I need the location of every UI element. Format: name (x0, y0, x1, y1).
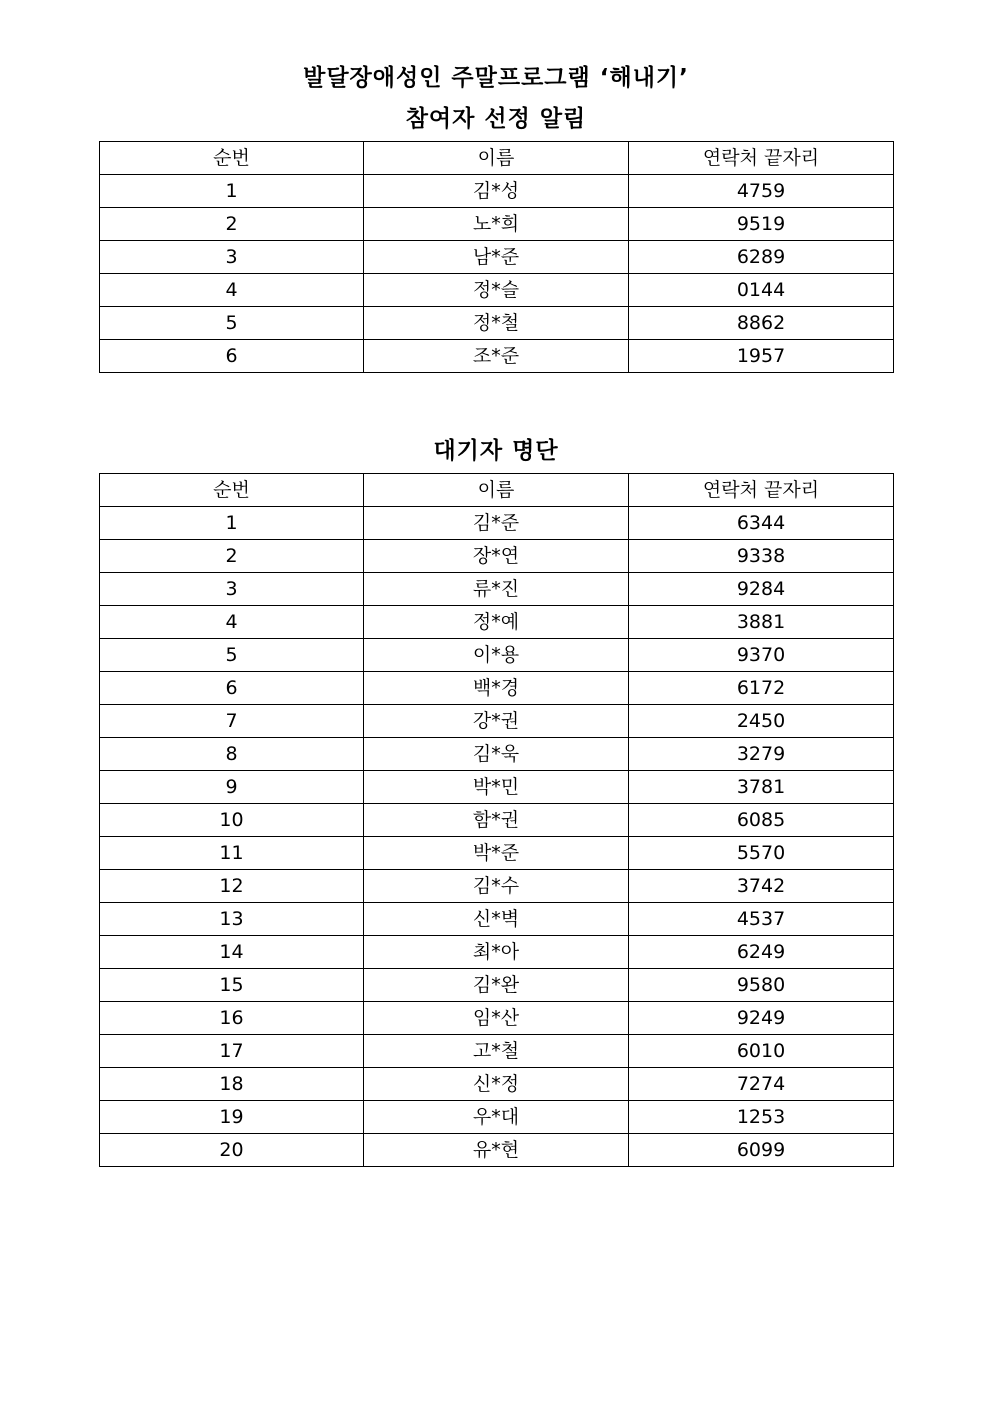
participant-name: 류*진 (364, 573, 629, 606)
participant-name: 유*현 (364, 1134, 629, 1167)
row-number: 2 (100, 540, 364, 573)
row-number: 2 (100, 208, 364, 241)
document-title: 발달장애성인 주말프로그램 ‘해내기’ (303, 65, 689, 91)
participant-name: 강*권 (364, 705, 629, 738)
row-number: 11 (100, 837, 364, 870)
row-number: 3 (100, 241, 364, 274)
phone-suffix: 3881 (629, 606, 894, 639)
participant-name: 백*경 (364, 672, 629, 705)
table-header-row (100, 474, 894, 507)
phone-suffix: 9249 (629, 1002, 894, 1035)
waitlist-table (99, 473, 894, 1167)
row-number: 15 (100, 969, 364, 1002)
phone-suffix: 9370 (629, 639, 894, 672)
table-row (100, 540, 894, 573)
row-number: 3 (100, 573, 364, 606)
phone-suffix: 5570 (629, 837, 894, 870)
row-number: 18 (100, 1068, 364, 1101)
phone-suffix: 6172 (629, 672, 894, 705)
table-row (100, 672, 894, 705)
table-row (100, 175, 894, 208)
row-number: 16 (100, 1002, 364, 1035)
participant-name: 노*희 (364, 208, 629, 241)
column-header-phone-suffix: 연락처 끝자리 (629, 474, 894, 507)
participant-name: 최*아 (364, 936, 629, 969)
table-row (100, 705, 894, 738)
table-row (100, 936, 894, 969)
selected-participants-table (99, 141, 894, 373)
table-row (100, 1002, 894, 1035)
row-number: 19 (100, 1101, 364, 1134)
table-row (100, 804, 894, 837)
participant-name: 정*슬 (364, 274, 629, 307)
phone-suffix: 4759 (629, 175, 894, 208)
participant-name: 함*권 (364, 804, 629, 837)
participant-name: 정*철 (364, 307, 629, 340)
phone-suffix: 3279 (629, 738, 894, 771)
column-header-number: 순번 (100, 474, 364, 507)
phone-suffix: 6099 (629, 1134, 894, 1167)
participant-name: 김*수 (364, 870, 629, 903)
participant-name: 정*예 (364, 606, 629, 639)
phone-suffix: 9519 (629, 208, 894, 241)
table-row (100, 771, 894, 804)
phone-suffix: 8862 (629, 307, 894, 340)
participant-name: 조*준 (364, 340, 629, 373)
participant-name: 김*욱 (364, 738, 629, 771)
phone-suffix: 9284 (629, 573, 894, 606)
row-number: 8 (100, 738, 364, 771)
row-number: 6 (100, 672, 364, 705)
phone-suffix: 1957 (629, 340, 894, 373)
selected-participants-body (100, 175, 894, 373)
participant-name: 박*민 (364, 771, 629, 804)
waitlist-title: 대기자 명단 (433, 438, 559, 464)
phone-suffix: 0144 (629, 274, 894, 307)
table-row (100, 639, 894, 672)
row-number: 1 (100, 507, 364, 540)
column-header-name: 이름 (364, 474, 629, 507)
phone-suffix: 1253 (629, 1101, 894, 1134)
participant-name: 장*연 (364, 540, 629, 573)
participant-name: 임*산 (364, 1002, 629, 1035)
row-number: 13 (100, 903, 364, 936)
participant-name: 이*용 (364, 639, 629, 672)
waitlist-body (100, 507, 894, 1167)
row-number: 5 (100, 307, 364, 340)
table-row (100, 507, 894, 540)
row-number: 14 (100, 936, 364, 969)
table-row (100, 969, 894, 1002)
table-row (100, 1101, 894, 1134)
table-row (100, 870, 894, 903)
row-number: 9 (100, 771, 364, 804)
participant-name: 신*벽 (364, 903, 629, 936)
phone-suffix: 3742 (629, 870, 894, 903)
table-row (100, 837, 894, 870)
table-row (100, 274, 894, 307)
phone-suffix: 9338 (629, 540, 894, 573)
phone-suffix: 4537 (629, 903, 894, 936)
phone-suffix: 7274 (629, 1068, 894, 1101)
row-number: 4 (100, 606, 364, 639)
table-row (100, 241, 894, 274)
table-row (100, 606, 894, 639)
table-row (100, 1068, 894, 1101)
participant-name: 김*완 (364, 969, 629, 1002)
table-row (100, 307, 894, 340)
participant-name: 김*준 (364, 507, 629, 540)
table-row (100, 738, 894, 771)
row-number: 1 (100, 175, 364, 208)
participant-name: 박*준 (364, 837, 629, 870)
participant-name: 신*정 (364, 1068, 629, 1101)
table-row (100, 208, 894, 241)
phone-suffix: 6085 (629, 804, 894, 837)
selection-notice-title: 참여자 선정 알림 (405, 106, 587, 132)
table-header-row (100, 142, 894, 175)
participant-name: 고*철 (364, 1035, 629, 1068)
table-row (100, 1134, 894, 1167)
column-header-name: 이름 (364, 142, 629, 175)
table-row (100, 903, 894, 936)
phone-suffix: 2450 (629, 705, 894, 738)
row-number: 12 (100, 870, 364, 903)
phone-suffix: 9580 (629, 969, 894, 1002)
row-number: 6 (100, 340, 364, 373)
row-number: 20 (100, 1134, 364, 1167)
row-number: 10 (100, 804, 364, 837)
participant-name: 김*성 (364, 175, 629, 208)
phone-suffix: 6289 (629, 241, 894, 274)
phone-suffix: 6249 (629, 936, 894, 969)
table-row (100, 573, 894, 606)
row-number: 7 (100, 705, 364, 738)
column-header-phone-suffix: 연락처 끝자리 (629, 142, 894, 175)
phone-suffix: 6344 (629, 507, 894, 540)
row-number: 4 (100, 274, 364, 307)
row-number: 17 (100, 1035, 364, 1068)
phone-suffix: 3781 (629, 771, 894, 804)
row-number: 5 (100, 639, 364, 672)
participant-name: 우*대 (364, 1101, 629, 1134)
table-row (100, 1035, 894, 1068)
column-header-number: 순번 (100, 142, 364, 175)
phone-suffix: 6010 (629, 1035, 894, 1068)
table-row (100, 340, 894, 373)
participant-name: 남*준 (364, 241, 629, 274)
